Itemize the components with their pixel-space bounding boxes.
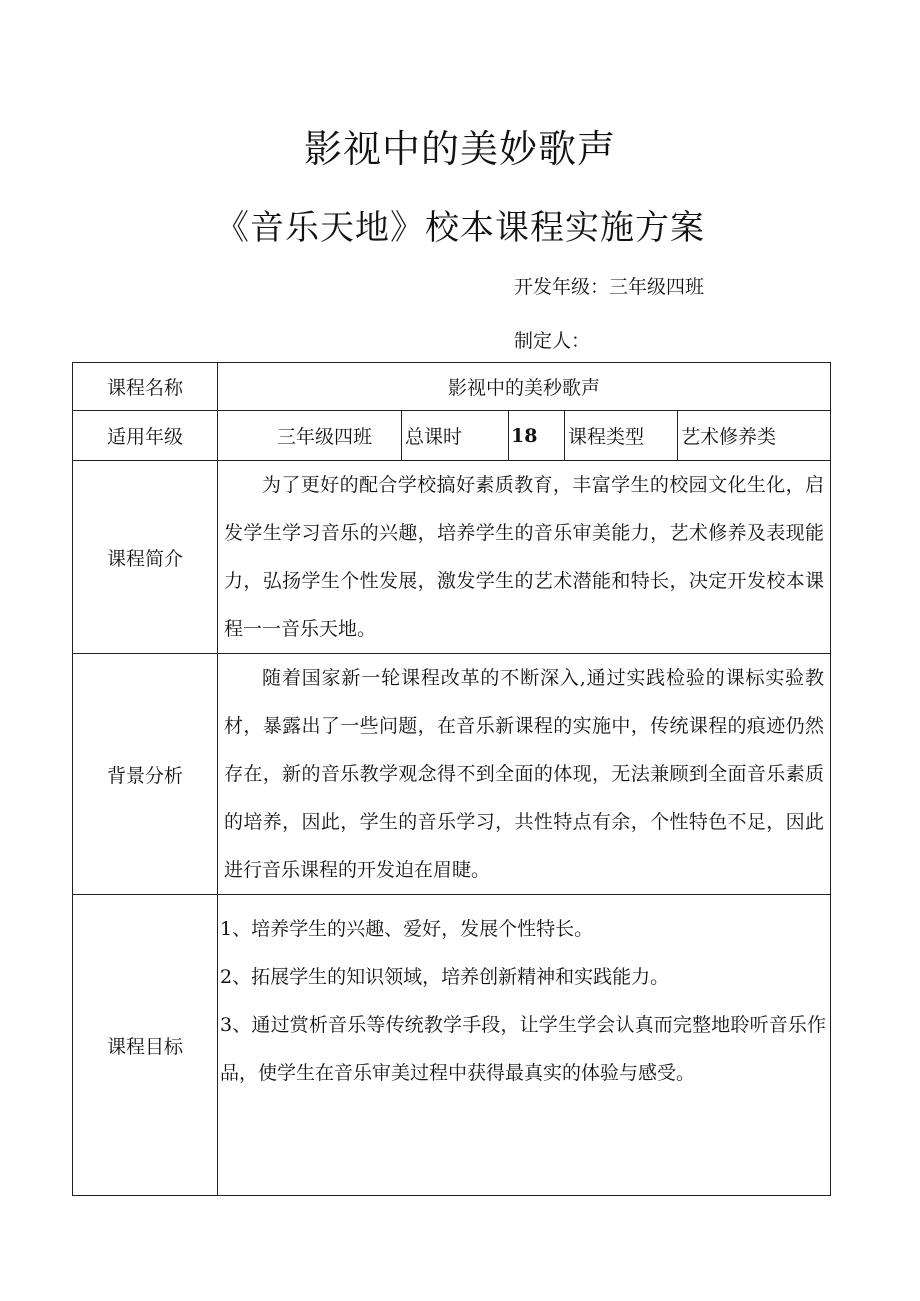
course-name-label: 课程名称 xyxy=(73,363,218,411)
grade-line: 开发年级：三年级四班 xyxy=(514,276,705,298)
row-course-name xyxy=(73,363,831,411)
course-name-value: 影视中的美秒歌声 xyxy=(218,363,831,411)
course-type-label: 课程类型 xyxy=(565,411,678,461)
row-goals xyxy=(73,895,831,1196)
goal-item-3: 3、通过赏析音乐等传统教学手段，让学生学会认真而完整地聆听音乐作品，使学生在音乐审美过程中获得最真实的体验与感受。 xyxy=(220,1014,827,1084)
grade-label: 适用年级 xyxy=(73,411,218,461)
course-plan-table xyxy=(72,362,831,1196)
row-grade xyxy=(73,411,831,461)
intro-label: 课程简介 xyxy=(73,461,218,654)
grade-value: 三年级四班 xyxy=(218,411,402,461)
course-type-value: 艺术修养类 xyxy=(678,411,831,461)
document-subtitle: 《音乐天地》校本课程实施方案 xyxy=(215,208,705,248)
total-hours-label: 总课时 xyxy=(402,411,509,461)
document-title: 影视中的美妙歌声 xyxy=(303,127,616,171)
row-background xyxy=(73,654,831,895)
background-cell xyxy=(218,654,831,895)
intro-text: 为了更好的配合学校搞好素质教育，丰富学生的校园文化生化，启发学生学习音乐的兴趣，培养学生的音乐审美能力，艺术修养及表现能力，弘扬学生个性发展，激发学生的艺术潜能和特长，决定开发校本课程一一音乐天地。 xyxy=(224,474,825,640)
intro-cell xyxy=(218,461,831,654)
total-hours-value: 18 xyxy=(509,411,565,461)
goals-label: 课程目标 xyxy=(73,895,218,1196)
background-text: 随着国家新一轮课程改革的不断深入,通过实践检验的课标实验教材，暴露出了一些问题，在音乐新课程的实施中，传统课程的痕迹仍然存在，新的音乐教学观念得不到全面的体现，无法兼顾到全面音乐素质的培养，因此，学生的音乐学习，共性特点有余，个性特色不足，因此进行音乐课程的开发迫在眉睫。 xyxy=(224,667,825,881)
goal-item-1: 1、培养学生的兴趣、爱好，发展个性特长。 xyxy=(220,918,594,940)
background-label: 背景分析 xyxy=(73,654,218,895)
row-intro xyxy=(73,461,831,654)
goals-cell xyxy=(218,895,831,1196)
goal-item-2: 2、拓展学生的知识领域，培养创新精神和实践能力。 xyxy=(220,966,670,988)
author-line: 制定人： xyxy=(514,330,591,352)
